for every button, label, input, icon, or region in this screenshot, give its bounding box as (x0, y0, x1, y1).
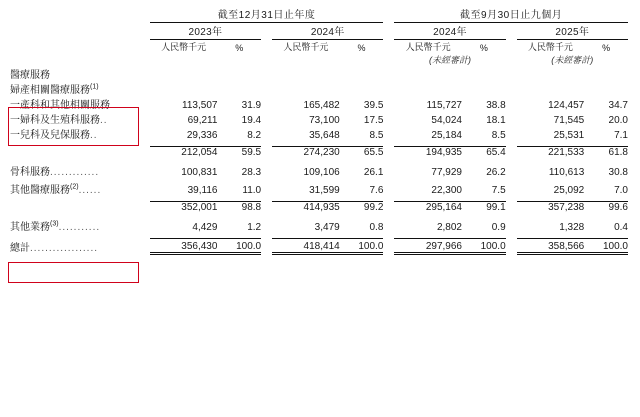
year-header-row (10, 23, 628, 39)
cell-value: 194,935 (394, 147, 462, 159)
cell-value: 7.6 (369, 185, 384, 196)
row-label-text: 一婦科及生殖科服務 (10, 115, 100, 126)
row-label-text: 一兒科及兒保服務 (10, 130, 90, 141)
audit-note-2024-annual (272, 53, 383, 66)
unit-header-row (10, 40, 628, 54)
year-2024-annual: 2024年 (310, 27, 345, 38)
section-heading-obgyn-services (10, 81, 150, 96)
audit-note-2023 (150, 53, 261, 66)
unit-amount-2025-interim: 人民幣千元 (527, 42, 573, 52)
cell-value: 98.8 (217, 202, 261, 214)
audit-note-2025-interim: (未經審計) (551, 55, 594, 65)
row-label-pediatrics (10, 126, 150, 141)
column-group-header-row (10, 6, 628, 21)
unit-amount-2023: 人民幣千元 (161, 42, 207, 52)
row-label-other-business (10, 218, 150, 233)
unit-amount-2024-annual: 人民幣千元 (283, 42, 329, 52)
cell-value: 352,001 (150, 202, 218, 214)
cell-value: 414,935 (272, 202, 340, 214)
row-label-obstetrics (10, 96, 150, 111)
cell-value: 39.5 (363, 100, 384, 111)
cell-value: 7.0 (614, 185, 628, 196)
year-2024-interim: 2024年 (433, 27, 467, 38)
cell-value: 115,727 (426, 100, 462, 111)
cell-value: 113,507 (182, 100, 218, 111)
table-row-subtotal-obgyn (10, 147, 628, 159)
annotation-box-orthopedics (8, 262, 139, 283)
unit-percent-2025-interim: % (602, 43, 611, 53)
cell-value: 25,531 (553, 130, 585, 141)
cell-value: 25,092 (553, 185, 585, 196)
cell-value: 7.1 (614, 130, 628, 141)
cell-value: 35,648 (309, 130, 340, 141)
cell-value: 39,116 (187, 185, 218, 196)
footnote-marker-1: (1) (90, 83, 99, 91)
table-row (10, 96, 628, 111)
cell-value: 212,054 (150, 147, 218, 159)
cell-value: 99.6 (584, 202, 628, 214)
table-row-grand-total (10, 239, 628, 254)
table-row (10, 111, 628, 126)
cell-value: 69,211 (187, 115, 218, 126)
cell-value: 274,230 (272, 147, 340, 159)
cell-value: 165,482 (303, 100, 340, 111)
unit-percent-2024-annual: % (357, 43, 366, 53)
cell-value: 295,164 (394, 202, 462, 214)
year-2025-interim: 2025年 (555, 27, 590, 38)
cell-value: 3,479 (314, 222, 340, 233)
row-label-grand-total (10, 239, 150, 254)
cell-value: 25,184 (431, 130, 462, 141)
cell-value: 0.9 (491, 222, 506, 233)
financial-table (10, 6, 628, 255)
cell-value: 38.8 (486, 100, 506, 111)
row-label-dots: .. (100, 115, 108, 126)
cell-value: 221,533 (517, 147, 585, 159)
audit-note-row (10, 53, 628, 66)
cell-value: 73,100 (309, 115, 340, 126)
cell-value: 0.8 (369, 222, 384, 233)
year-2023: 2023年 (188, 27, 223, 38)
table-row (10, 126, 628, 141)
row-label-text: 總計 (10, 242, 30, 254)
cell-value: 65.5 (340, 147, 384, 159)
row-label-dots: ........... (58, 222, 101, 233)
table-row-other-medical (10, 181, 628, 196)
cell-value: 8.5 (369, 130, 384, 141)
column-group-nine-months: 截至9月30日止九個月 (460, 10, 563, 21)
row-label-subtotal (10, 147, 150, 159)
cell-value: 34.7 (608, 100, 628, 111)
cell-value: 100.0 (584, 239, 628, 254)
cell-value: 297,966 (394, 239, 462, 254)
cell-value: 358,566 (517, 239, 585, 254)
cell-value: 2,802 (436, 222, 462, 233)
cell-value: 28.3 (241, 167, 262, 178)
cell-value: 124,457 (548, 100, 585, 111)
cell-value: 65.4 (462, 147, 506, 159)
cell-value: 26.1 (363, 167, 384, 178)
section-heading-row-1 (10, 66, 628, 81)
cell-value: 357,238 (517, 202, 585, 214)
row-label-other-medical (10, 181, 150, 196)
row-label-dots: .. (90, 130, 98, 141)
audit-note-2024-interim: (未經審計) (428, 55, 471, 65)
column-group-annual: 截至12月31日止年度 (217, 10, 316, 21)
cell-value: 100,831 (181, 167, 218, 178)
table-row-orthopedics (10, 163, 628, 178)
row-label-dots: ...... (78, 185, 102, 196)
cell-value: 418,414 (272, 239, 340, 254)
cell-value: 17.5 (363, 115, 384, 126)
cell-value: 31.9 (241, 100, 262, 111)
section-heading-medical-services: 醫療服務 (10, 70, 50, 81)
row-label-dots: ............. (50, 167, 100, 178)
section-heading-row-2 (10, 81, 628, 96)
footnote-marker-3: (3) (50, 220, 59, 228)
cell-value: 4,429 (192, 222, 218, 233)
unit-percent-2023: % (235, 43, 244, 53)
cell-value: 71,545 (553, 115, 585, 126)
cell-value: 100.0 (217, 239, 261, 254)
cell-value: 59.5 (217, 147, 261, 159)
row-label-text: 其他醫療服務 (10, 185, 70, 196)
cell-value: 22,300 (431, 185, 462, 196)
unit-percent-2024-interim: % (479, 43, 488, 53)
cell-value: 1.2 (247, 222, 262, 233)
cell-value: 100.0 (462, 239, 506, 254)
cell-value: 99.2 (340, 202, 384, 214)
section-heading-obgyn-label: 婦產相關醫療服務 (10, 85, 90, 96)
cell-value: 29,336 (186, 130, 218, 141)
row-label-subtotal-medical (10, 202, 150, 214)
row-label-orthopedics (10, 163, 150, 178)
cell-value: 1,328 (559, 222, 585, 233)
cell-value: 31,599 (309, 185, 340, 196)
cell-value: 19.4 (241, 115, 262, 126)
cell-value: 8.5 (491, 130, 506, 141)
cell-value: 61.8 (584, 147, 628, 159)
table-row-other-business (10, 218, 628, 233)
unit-amount-2024-interim: 人民幣千元 (405, 42, 451, 52)
row-label-text: 其他業務 (10, 222, 50, 233)
cell-value: 99.1 (462, 202, 506, 214)
row-label-text: 骨科服務 (10, 167, 50, 178)
cell-value: 18.1 (486, 115, 506, 126)
cell-value: 26.2 (486, 167, 506, 178)
cell-value: 77,929 (431, 167, 462, 178)
row-label-dots: .................. (30, 242, 99, 254)
cell-value: 11.0 (242, 185, 262, 196)
cell-value: 7.5 (491, 185, 506, 196)
row-label-text: 一產科和其他相關服務 (10, 100, 110, 111)
cell-value: 110,613 (548, 167, 585, 178)
cell-value: 8.2 (247, 130, 262, 141)
cell-value: 109,106 (303, 167, 340, 178)
table-row-subtotal-medical (10, 202, 628, 214)
cell-value: 356,430 (150, 239, 218, 254)
cell-value: 54,024 (431, 115, 462, 126)
footnote-marker-2: (2) (70, 183, 79, 191)
row-label-gynecology (10, 111, 150, 126)
cell-value: 30.8 (608, 167, 628, 178)
cell-value: 0.4 (614, 222, 628, 233)
cell-value: 100.0 (340, 239, 384, 254)
cell-value: 20.0 (608, 115, 628, 126)
